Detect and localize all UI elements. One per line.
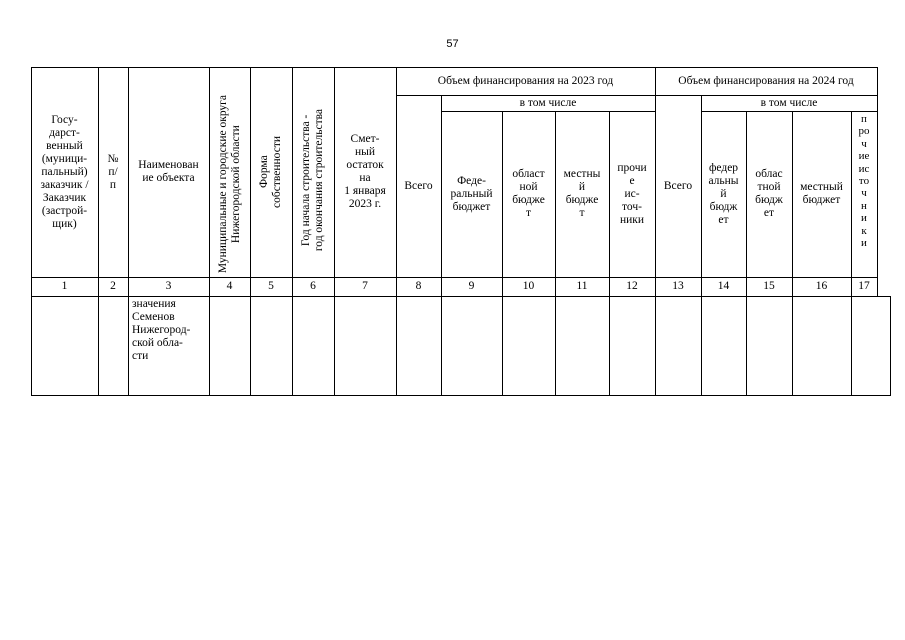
column-number: 8 — [415, 280, 422, 292]
header-ownership: Форма собственности — [258, 136, 283, 208]
header-customer: Госу- дарст- венный (муници- пальный) заказчик / Заказчик (застрой- щик) — [40, 113, 89, 230]
column-number: 10 — [522, 280, 535, 292]
column-number: 5 — [268, 280, 274, 292]
column-number: 7 — [362, 280, 368, 292]
column-number: 14 — [717, 280, 730, 292]
column-number: 13 — [672, 280, 684, 292]
header-construction-years: Год начала строительства - год окончания строительства — [300, 108, 325, 251]
column-number: 15 — [763, 280, 775, 292]
column-number: 3 — [165, 280, 172, 292]
header-local-2024: местный бюджет — [800, 181, 843, 206]
column-number: 16 — [815, 280, 828, 292]
header-number: № п/ п — [107, 152, 119, 191]
header-other-2024: п ро ч ие ис то ч н и к и — [858, 113, 870, 250]
header-funding-2023: Объем финансирования на 2023 год — [437, 74, 614, 87]
header-federal-2023: Феде- ральный бюджет — [450, 174, 493, 213]
column-number: 2 — [110, 280, 116, 292]
column-number: 12 — [626, 280, 638, 292]
header-object-name: Наименован ие объекта — [138, 159, 199, 184]
header-local-2023: местны й бюдже т — [563, 168, 601, 219]
header-regional-2023: област ной бюдже т — [512, 168, 545, 219]
header-total-2024: Всего — [663, 179, 693, 192]
column-number: 11 — [576, 280, 588, 292]
column-number: 6 — [310, 280, 316, 292]
header-total-2023: Всего — [404, 179, 433, 192]
page-number: 57 — [446, 38, 459, 50]
column-number: 17 — [858, 280, 870, 292]
header-other-2023: прочи е ис- точ- ники — [617, 161, 647, 226]
column-number: 1 — [61, 280, 68, 292]
column-number: 9 — [468, 280, 475, 292]
header-including-2024: в том числе — [760, 96, 818, 109]
header-municipal-okrug: Муниципальные и городские округа Нижегородской области — [216, 94, 242, 273]
header-funding-2024: Объем финансирования на 2024 год — [678, 74, 854, 87]
header-including-2023: в том числе — [519, 96, 577, 109]
header-federal-2024: федер альны й бюдж ет — [708, 161, 739, 226]
header-regional-2024: облас тной бюдж ет — [755, 168, 783, 219]
header-estimate-remainder: Смет- ный остаток на 1 января 2023 г. — [344, 133, 386, 210]
row-object-name: значения Семенов Нижегород- ской обла- сти — [132, 298, 191, 362]
column-number: 4 — [226, 280, 233, 292]
